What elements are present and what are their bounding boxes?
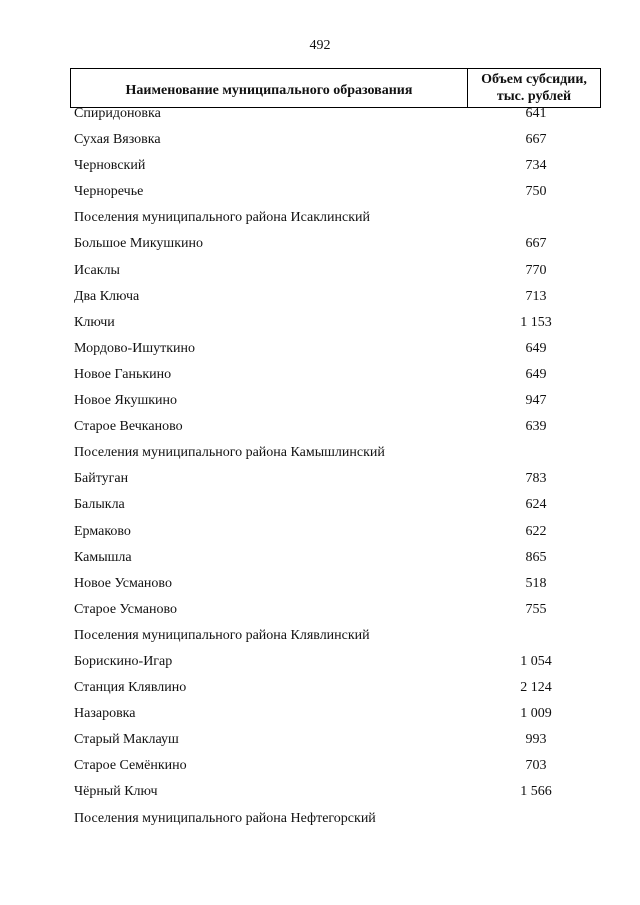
row-name: Балыкла	[74, 497, 125, 513]
table-row	[0, 678, 640, 704]
row-value: 947	[525, 393, 547, 409]
column-header-name: Наименование муниципального образования	[71, 69, 468, 107]
table-row	[0, 234, 640, 260]
row-name: Поселения муниципального района Клявлинский	[74, 627, 370, 643]
column-header-amount-line1: Объем субсидии,	[481, 72, 587, 87]
row-name: Ключи	[74, 314, 115, 330]
table-row	[0, 469, 640, 495]
row-value: 703	[525, 758, 547, 774]
row-name: Назаровка	[74, 706, 136, 722]
table-header	[70, 68, 601, 108]
table-row	[0, 495, 640, 521]
table-row	[0, 104, 640, 130]
page-number: 492	[309, 38, 331, 53]
row-name: Ермаково	[74, 523, 131, 539]
column-header-amount	[468, 69, 600, 107]
row-name: Поселения муниципального района Нефтегорский	[74, 810, 376, 826]
row-value: 755	[525, 601, 547, 617]
row-value: 639	[525, 419, 547, 435]
table-row	[0, 652, 640, 678]
group-heading-row	[0, 626, 640, 652]
row-name: Мордово-Ишуткино	[74, 340, 196, 356]
group-heading-row	[0, 208, 640, 234]
row-value: 667	[525, 132, 547, 148]
row-value: 2 124	[520, 680, 552, 696]
row-value: 993	[525, 732, 547, 748]
group-heading-row	[0, 809, 640, 835]
row-name: Байтуган	[74, 471, 129, 487]
row-value: 1 566	[520, 784, 552, 800]
row-value: 770	[525, 262, 547, 278]
table-row	[0, 782, 640, 808]
row-value: 713	[525, 288, 547, 304]
row-name: Старый Маклауш	[74, 732, 179, 748]
table-row	[0, 156, 640, 182]
row-value: 1 009	[520, 706, 552, 722]
table-row	[0, 730, 640, 756]
row-value: 667	[525, 236, 547, 252]
row-name: Станция Клявлино	[74, 680, 187, 696]
table-row	[0, 339, 640, 365]
column-header-amount-line2: тыс. рублей	[496, 89, 572, 104]
row-name: Старое Семёнкино	[74, 758, 187, 774]
row-name: Чёрный Ключ	[74, 784, 158, 800]
group-heading-row	[0, 443, 640, 469]
row-value: 734	[525, 158, 547, 174]
row-value: 750	[525, 184, 547, 200]
row-name: Камышла	[74, 549, 132, 565]
row-name: Старое Вечканово	[74, 419, 183, 435]
row-name: Новое Усманово	[74, 575, 172, 591]
row-name: Новое Якушкино	[74, 393, 178, 409]
table-row	[0, 600, 640, 626]
row-name: Черновский	[74, 158, 146, 174]
row-value: 641	[525, 106, 547, 121]
table-body	[0, 104, 640, 835]
row-value: 783	[525, 471, 547, 487]
row-value: 1 153	[520, 314, 552, 330]
row-name: Сухая Вязовка	[74, 132, 161, 148]
row-name: Поселения муниципального района Камышлинский	[74, 445, 385, 461]
row-name: Большое Микушкино	[74, 236, 204, 252]
table-row	[0, 522, 640, 548]
row-name: Поселения муниципального района Исаклинский	[74, 210, 370, 226]
table-row	[0, 313, 640, 339]
row-name: Старое Усманово	[74, 601, 177, 617]
table-row	[0, 182, 640, 208]
row-name: Два Ключа	[74, 288, 140, 304]
row-name: Черноречье	[74, 184, 144, 200]
table-row	[0, 548, 640, 574]
row-name: Новое Ганькино	[74, 366, 172, 382]
table-row	[0, 391, 640, 417]
row-value: 649	[525, 340, 547, 356]
row-name: Исаклы	[74, 262, 120, 278]
table-row	[0, 261, 640, 287]
table-row	[0, 574, 640, 600]
table-row	[0, 287, 640, 313]
table-row	[0, 704, 640, 730]
row-name: Спиридоновка	[74, 106, 161, 121]
row-value: 865	[525, 549, 547, 565]
row-value: 622	[525, 523, 547, 539]
row-name: Борискино-Игар	[74, 653, 173, 669]
table-row	[0, 756, 640, 782]
table-row	[0, 130, 640, 156]
table-row	[0, 365, 640, 391]
row-value: 624	[525, 497, 547, 513]
row-value: 649	[525, 366, 547, 382]
row-value: 1 054	[520, 653, 552, 669]
table-row	[0, 417, 640, 443]
row-value: 518	[525, 575, 547, 591]
